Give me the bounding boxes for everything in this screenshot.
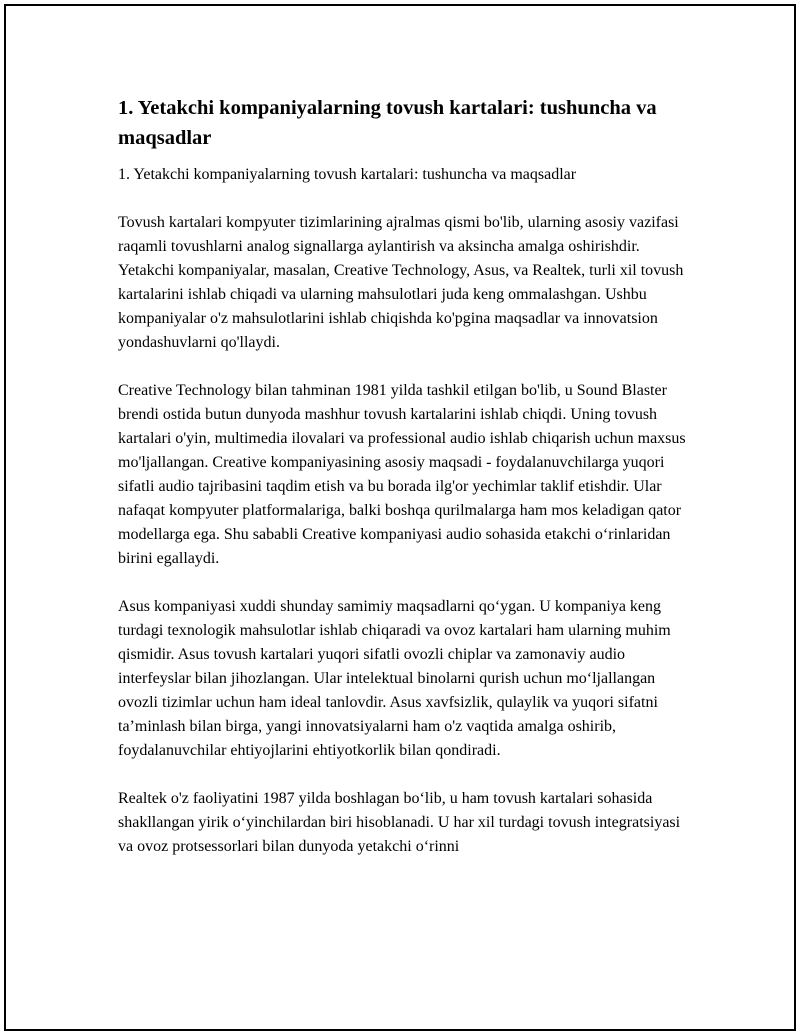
- paragraph-realtek: Realtek o'z faoliyatini 1987 yilda boshlagan bo‘lib, u ham tovush kartalari sohasida shakllangan yirik o‘yinchilardan biri hisoblanadi. U har xil turdagi tovush integratsiyasi va ovoz protsessorlari bilan dunyoda yetakchi o‘rinni: [118, 790, 681, 855]
- paragraph-asus: Asus kompaniyasi xuddi shunday samimiy maqsadlarni qo‘ygan. U kompaniya keng turdagi texnologik mahsulotlar ishlab chiqaradi va ovoz kartalari ham ularning muhim qismidir. Asus tovush kartalari yuqori sifatli ovozli chiplar va zamonaviy audio interfeyslar bilan jihozlangan. Ular intelektual binolarni qurish uchun mo‘ljallangan ovozli tizimlar uchun ham ideal tanlovdir. Asus xavfsizlik, qulaylik va yuqori sifatni ta’minlash bilan birga, yangi innovatsiyalarni ham o'z vaqtida amalga oshirib, foydalanuvchilar ehtiyojlarini ehtiyotkorlik bilan qondiradi.: [118, 598, 671, 759]
- section-heading: 1. Yetakchi kompaniyalarning tovush kartalari: tushuncha va maqsadlar: [118, 166, 577, 183]
- paragraph-intro: Tovush kartalari kompyuter tizimlarining ajralmas qismi bo'lib, ularning asosiy vazifasi raqamli tovushlarni analog signallarga aylantirish va aksincha amalga oshirishdir. Yetakchi kompaniyalar, masalan, Creative Technology, Asus, va Realtek, turli xil tovush kartalarini ishlab chiqadi va ularning mahsulotlari juda keng ommalashgan. Ushbu kompaniyalar o'z mahsulotlarini ishlab chiqishda ko'pgina maqsadlar va innovatsion yondashuvlarni qo'llaydi.: [118, 214, 684, 351]
- document-body: [118, 93, 688, 883]
- paragraph-creative: Creative Technology bilan tahminan 1981 yilda tashkil etilgan bo'lib, u Sound Blaster brendi ostida butun dunyoda mashhur tovush kartalarini ishlab chiqdi. Uning tovush kartalari o'yin, multimedia ilovalari va professional audio ishlab chiqarish uchun maxsus mo'ljallangan. Creative kompaniyasining asosiy maqsadi - foydalanuvchilarga yuqori sifatli audio tajribasini taqdim etish va bu borada ilg'or yechimlar taklif etishdir. Ular nafaqat kompyuter platformalariga, balki boshqa qurilmalarga ham mos keladigan qator modellarga ega. Shu sababli Creative kompaniyasi audio sohasida etakchi o‘rinlaridan birini egallaydi.: [118, 382, 686, 567]
- document-title: 1. Yetakchi kompaniyalarning tovush kartalari: tushuncha va maqsadlar: [118, 97, 657, 149]
